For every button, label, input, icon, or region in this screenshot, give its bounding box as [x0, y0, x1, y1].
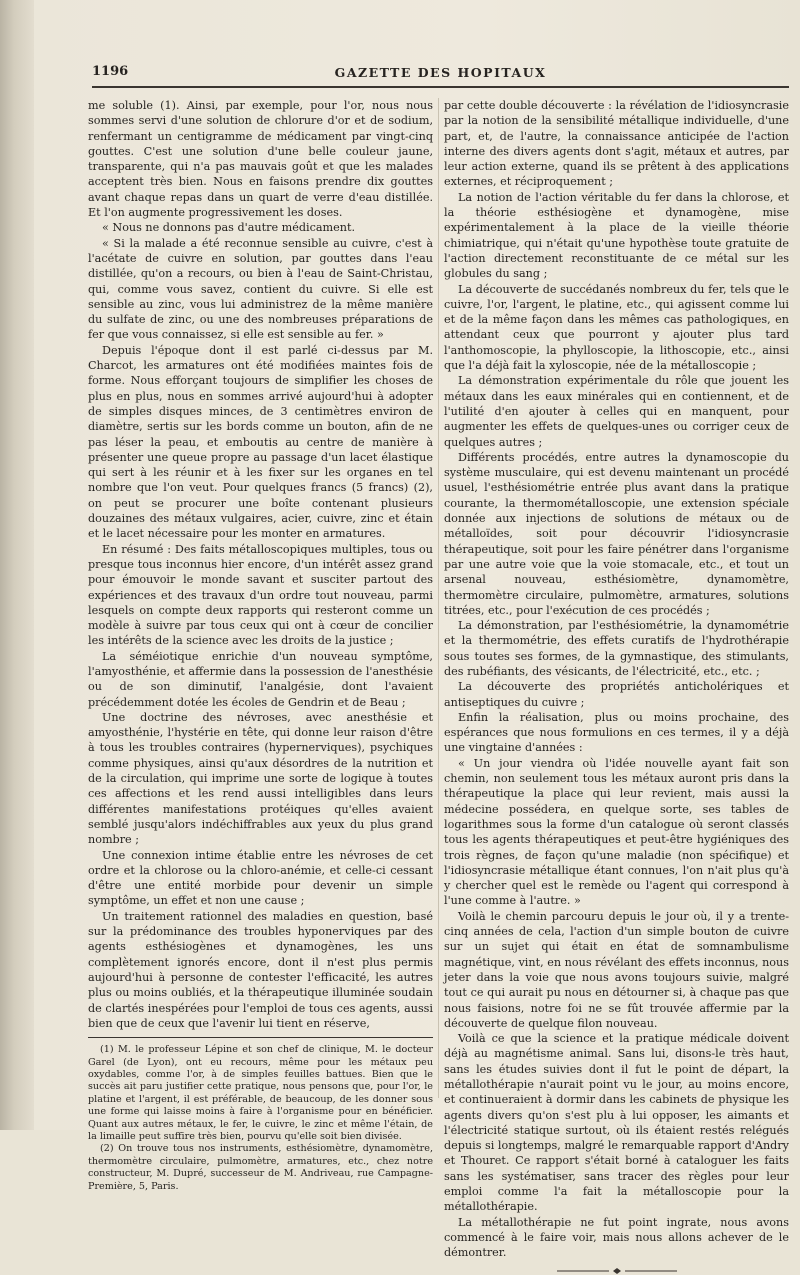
paragraph: Une connexion intime établie entre les névroses de cet ordre et la chlorose ou la chloro-anémie, et celle-ci cessant d'être une entité morbide pour devenir un simple symptôme, un effet et non une cause ; [88, 848, 433, 908]
column-divider [438, 98, 439, 1098]
page-header [92, 64, 789, 88]
paragraph: Voilà le chemin parcouru depuis le jour où, il y a trente-cinq années de cela, l'action d'un simple bouton de cuivre sur un sujet qui était en état de somnambulisme magnétique, vint, en nous révélant des effets inconnus, nous jeter dans la voie que nous avons toujours suivie, malgré tout ce qui aurait pu nous en détourner si, à chaque pas que nous faisions, notre foi ne se fût trouvée affermie par la découverte de quelque filon nouveau. [444, 909, 789, 1030]
paragraph: Depuis l'époque dont il est parlé ci-dessus par M. Charcot, les armatures ont été modifiées maintes fois de forme. Nous efforçant toujours de simplifier les choses de plus en plus, nous en sommes arrivé aujourd'hui à adopter de simples disques minces, de 3 centimètres environ de diamètre, sertis sur les bords comme un bouton, afin de ne pas léser la peau, et emboutis au centre de manière à présenter une queue propre au passage d'un lacet élastique qui sert à les réunir et à les fixer sur les organes en tel nombre que l'on veut. Pour quelques francs (5 francs) (2), on peut se procurer une boîte contenant plusieurs douzaines des métaux vulgaires, acier, cuivre, zinc et étain et le lacet nécessaire pour les monter en armatures. [88, 343, 433, 541]
paragraph: La découverte de succédanés nombreux du fer, tels que le cuivre, l'or, l'argent, le platine, etc., qui agissent comme lui et de la même façon dans les mêmes cas pathologiques, en attendant ceux que pourront y ajouter plus tard l'anthomoscopie, la phylloscopie, la lithoscopie, etc., ainsi que l'a déjà fait la xyloscopie, née de la métalloscopie ; [444, 282, 789, 373]
paragraph: La découverte des propriétés anticholériques et antiseptiques du cuivre ; [444, 680, 789, 709]
paragraph: La séméiotique enrichie d'un nouveau symptôme, l'amyosthénie, et affermie dans la possession de l'anesthésie ou de son diminutif, l'analgésie, dont l'avaient précédemment dotée les écoles de Gendrin et de Beau ; [88, 649, 433, 709]
page-spine-shadow [0, 0, 34, 1130]
end-ornament-rule [557, 1267, 677, 1275]
paragraph: par cette double découverte : la révélation de l'idiosyncrasie par la notion de la sensibilité métallique individuelle, d'une part, et, de l'autre, la connaissance anticipée de l'action interne des divers agents dont s'agit, métaux et autres, par leur action externe, quand ils se prêtent à des applications externes, et réciproquement ; [444, 99, 789, 189]
paragraph: Différents procédés, entre autres la dynamoscopie du système musculaire, qui est devenu maintenant un procédé usuel, l'esthésiométrie entrée plus avant dans la pratique courante, la thermométalloscopie, une extension spéciale donnée aux injections de solutions de métaux ou de métalloïdes, soit pour découvrir l'idiosyncrasie thérapeutique, soit pour les faire pénétrer dans l'organisme par une autre voie que la voie stomacale, etc., et tout un arsenal nouveau, esthésiomètre, dynamomètre, thermomètre circulaire, pulmomètre, armatures, solutions titrées, etc., pour l'exécution de ces procédés ; [444, 450, 789, 617]
paragraph: me soluble (1). Ainsi, par exemple, pour l'or, nous nous sommes servi d'une solution de chlorure d'or et de sodium, renfermant un centigramme de médicament par vingt-cinq gouttes. C'est une solution d'une belle couleur jaune, transparente, qui n'a pas mauvais goût et que les malades acceptent très bien. Nous en faisons prendre dix gouttes avant chaque repas dans un quart de verre d'eau distillée. Et l'on augmente progressivement les doses. [88, 99, 433, 220]
journal-title: GAZETTE DES HOPITAUX [334, 65, 547, 80]
paragraph: La démonstration expérimentale du rôle que jouent les métaux dans les eaux minérales qui en contiennent, et de l'utilité d'en ajouter à celles qui en manquent, pour augmenter les effets de quelques-unes ou corriger ceux de quelques autres ; [444, 374, 789, 449]
footnote: (1) M. le professeur Lépine et son chef de clinique, M. le docteur Garel (de Lyon), ont eu recours, même pour les métaux peu oxydables, comme l'or, à de simples feuilles battues. Bien que le succès ait paru justifier cette pratique, nous pensons que, pour l'or, le platine et l'argent, il est préférable, de beaucoup, de les donner sous une forme qui laisse moins à faire à l'organisme pour en bénéficier. Quant aux autres métaux, le fer, le cuivre, le zinc et même l'étain, de la limaille peut suffire très bien, pourvu qu'elle soit bien divisée. [88, 1044, 433, 1142]
footnote-rule [88, 1037, 433, 1038]
paragraph: Enfin la réalisation, plus ou moins prochaine, des espérances que nous formulions en ces termes, il y a déjà une vingtaine d'années : [444, 710, 789, 755]
page-number: 1196 [92, 64, 129, 79]
paragraph: Un traitement rationnel des maladies en question, basé sur la prédominance des troubles hyponerviques par des agents esthésiogènes et dynamogènes, les uns complètement ignorés encore, dont il n'est plus permis aujourd'hui à personne de contester l'efficacité, les autres plus ou moins oubliés, et la thérapeutique illuminée soudain de clartés inespérées pour l'emploi de tous ces agents, aussi bien que de ceux que l'avenir lui tient en réserve, [88, 909, 433, 1030]
footnotes [88, 1044, 433, 1193]
right-column [444, 98, 789, 1260]
paragraph: La notion de l'action véritable du fer dans la chlorose, et la théorie esthésiogène et dynamogène, mise expérimentalement à la place de la vieille théorie chimiatrique, qui n'était qu'une hypothèse toute gratuite de l'action directement reconstituante de ce métal sur les globules du sang ; [444, 190, 789, 281]
paragraph: « Si la malade a été reconnue sensible au cuivre, c'est à l'acétate de cuivre en solution, par gouttes dans l'eau distillée, qu'on a recours, ou bien à l'eau de Saint-Christau, qui, comme vous savez, contient du cuivre. Si elle est sensible au zinc, vous lui administrez de la même manière du sulfate de zinc, ou une des nombreuses préparations de fer que vous connaissez, si elle est sensible au fer. » [88, 236, 433, 342]
footnote: (2) On trouve tous nos instruments, esthésiomètre, dynamomètre, thermomètre circulaire, pulmomètre, armatures, etc., chez notre constructeur, M. Dupré, successeur de M. Andriveau, rue Campagne-Première, 5, Paris. [88, 1143, 433, 1192]
paragraph: « Un jour viendra où l'idée nouvelle ayant fait son chemin, non seulement tous les métaux auront pris dans la thérapeutique la place qui leur revient, mais aussi la médecine possédera, en quelque sorte, ses tables de logarithmes sous la forme d'un catalogue où seront classés tous les agents thérapeutiques et peut-être hygiéniques des trois règnes, de façon qu'une maladie (non spécifique) et l'idiosyncrasie métallique étant connues, l'on n'ait plus qu'à y chercher quel est le remède ou l'agent qui correspond à l'une comme à l'autre. » [444, 756, 789, 908]
left-column [88, 98, 433, 1192]
paragraph: Voilà ce que la science et la pratique médicale doivent déjà au magnétisme animal. Sans lui, disons-le très haut, sans les études suivies dont il fut le point de départ, la métallothérapie n'aurait point vu le jour, au moins encore, et continueraient à dormir dans les cabinets de physique les agents divers qu'on s'est plu à lui opposer, les aimants et l'électricité statique surtout, où ils étaient restés relégués depuis si longtemps, malgré le remarquable rapport d'Andry et Thouret. Ce rapport s'était borné à cataloguer les faits sans les systématiser, sans tracer des règles pour leur emploi comme l'a fait la métalloscopie pour la métallothérapie. [444, 1032, 789, 1214]
paragraph: La métallothérapie ne fut point ingrate, nous avons commencé à le faire voir, mais nous allons achever de le démontrer. [444, 1215, 789, 1260]
paragraph: Une doctrine des névroses, avec anesthésie et amyosthénie, l'hystérie en tête, qui donne leur raison d'être à tous les troubles contraires (hypernerviques), psychiques comme physiques, ainsi qu'aux désordres de la nutrition et de la circulation, qui imprime une sorte de logique à toutes ces affections et les rend aussi intelligibles dans leurs différentes manifestations protéiques qu'elles avaient semblé jusqu'alors indéchiffrables aux yeux du plus grand nombre ; [88, 710, 433, 847]
paragraph: En résumé : Des faits métalloscopiques multiples, tous ou presque tous inconnus hier encore, d'un intérêt assez grand pour émouvoir le monde savant et susciter partout des expériences et des travaux d'un ordre tout nouveau, parmi lesquels on compte deux rapports qui resteront comme un modèle à suivre par tous ceux qui ont à cœur de concilier les intérêts de la science avec les droits de la justice ; [88, 542, 433, 648]
paragraph: La démonstration, par l'esthésiométrie, la dynamométrie et la thermométrie, des effets curatifs de l'hydrothérapie sous toutes ses formes, de la gymnastique, des stimulants, des rubéfiants, des vésicants, de l'électricité, etc., etc. ; [444, 619, 789, 678]
paragraph: « Nous ne donnons pas d'autre médicament. [102, 221, 356, 235]
